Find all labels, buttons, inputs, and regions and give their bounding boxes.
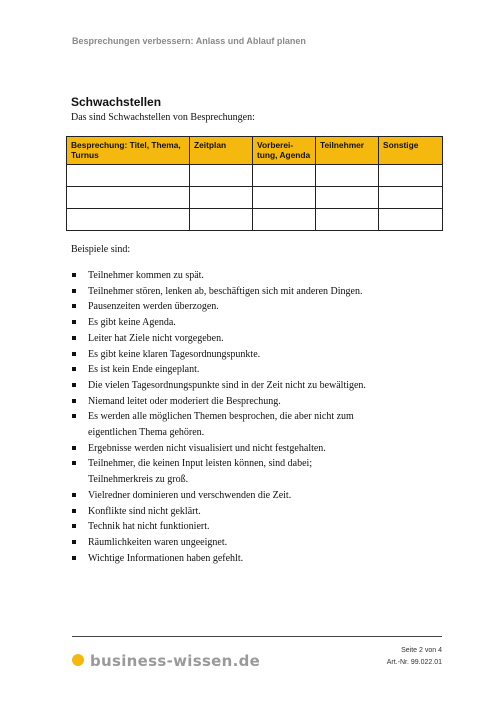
list-item — [71, 456, 401, 487]
square-bullet-icon — [72, 556, 76, 560]
list-item-text: Die vielen Tagesordnungspunkte sind in der Zeit nicht zu bewältigen. — [88, 379, 366, 391]
page-number: Seite 2 von 4 — [401, 647, 442, 654]
list-item — [71, 441, 401, 457]
column-header-line: Besprechung: Titel, Thema, — [71, 140, 181, 150]
table-cell — [379, 187, 443, 209]
column-header-line: Teilnehmer — [320, 140, 365, 150]
list-item-text: Leiter hat Ziele nicht vorgegeben. — [88, 332, 224, 344]
column-header-line: Turnus — [71, 150, 99, 160]
footer-divider — [72, 636, 442, 637]
square-bullet-icon — [72, 524, 76, 528]
list-item-text: Es werden alle möglichen Themen besprochen, die aber nicht zum — [88, 411, 354, 423]
list-item-text: eigentlichen Thema gehören. — [88, 427, 205, 439]
list-item — [71, 331, 401, 347]
running-header: Besprechungen verbessern: Anlass und Ablauf planen — [72, 36, 306, 46]
table-row — [67, 165, 443, 187]
square-bullet-icon — [72, 399, 76, 403]
square-bullet-icon — [72, 383, 76, 387]
square-bullet-icon — [72, 461, 76, 465]
column-header-teilnehmer — [316, 137, 379, 165]
list-item — [71, 409, 401, 440]
list-item — [71, 347, 401, 363]
list-item-text: Räumlichkeiten waren ungeeignet. — [88, 536, 228, 548]
square-bullet-icon — [72, 289, 76, 293]
examples-list — [71, 268, 401, 566]
table-cell — [253, 209, 316, 231]
list-item-text: Teilnehmer stören, lenken ab, beschäftigen sich mit anderen Dingen. — [88, 285, 363, 297]
list-item — [71, 378, 401, 394]
table-cell — [379, 209, 443, 231]
list-item — [71, 519, 401, 535]
examples-intro: Beispiele sind: — [71, 244, 131, 255]
square-bullet-icon — [72, 414, 76, 418]
square-bullet-icon — [72, 304, 76, 308]
square-bullet-icon — [72, 446, 76, 450]
list-item-text: Vielredner dominieren und verschwenden die Zeit. — [88, 489, 292, 501]
column-header-line: tung, Agenda — [257, 150, 311, 160]
square-bullet-icon — [72, 509, 76, 513]
column-header-sonstige — [379, 137, 443, 165]
list-item — [71, 299, 401, 315]
list-item-text: Teilnehmer, die keinen Input leisten können, sind dabei; — [88, 458, 313, 470]
table-cell — [67, 187, 190, 209]
list-item-text: Technik hat nicht funktioniert. — [88, 521, 210, 533]
square-bullet-icon — [72, 320, 76, 324]
list-item-text: Pausenzeiten werden überzogen. — [88, 301, 219, 313]
square-bullet-icon — [72, 336, 76, 340]
table-cell — [316, 187, 379, 209]
list-item-text: Wichtige Informationen haben gefehlt. — [88, 552, 244, 564]
table-cell — [379, 165, 443, 187]
article-number: Art.-Nr. 99.022.01 — [386, 659, 442, 666]
table-header-row — [67, 137, 443, 165]
column-header-zeitplan — [190, 137, 253, 165]
table-cell — [190, 165, 253, 187]
square-bullet-icon — [72, 367, 76, 371]
table-row — [67, 187, 443, 209]
table-cell — [253, 165, 316, 187]
list-item — [71, 488, 401, 504]
column-header-line: Zeitplan — [194, 140, 227, 150]
list-item — [71, 504, 401, 520]
list-item-text: Ergebnisse werden nicht visualisiert und nicht festgehalten. — [88, 442, 326, 454]
table-cell — [190, 187, 253, 209]
table-cell — [67, 209, 190, 231]
list-item-text: Niemand leitet oder moderiert die Besprechung. — [88, 395, 281, 407]
column-header-vorbereitung — [253, 137, 316, 165]
table-row — [67, 209, 443, 231]
table-cell — [67, 165, 190, 187]
list-item — [71, 284, 401, 300]
list-item-text: Konflikte sind nicht geklärt. — [88, 505, 201, 517]
table-cell — [316, 209, 379, 231]
logo-wordmark: business-wissen.de — [90, 652, 261, 670]
table-cell — [253, 187, 316, 209]
square-bullet-icon — [72, 493, 76, 497]
list-item — [71, 535, 401, 551]
list-item-text: Es gibt keine Agenda. — [88, 317, 176, 329]
list-item — [71, 394, 401, 410]
list-item — [71, 551, 401, 567]
list-item-text: Es ist kein Ende eingeplant. — [88, 364, 200, 376]
column-header-besprechung — [67, 137, 190, 165]
column-header-line: Vorberei- — [257, 140, 294, 150]
list-item-text: Es gibt keine klaren Tagesordnungspunkte. — [88, 348, 261, 360]
table-cell — [316, 165, 379, 187]
list-item — [71, 315, 401, 331]
list-item — [71, 268, 401, 284]
weakness-table — [66, 136, 443, 231]
list-item-text: Teilnehmer kommen zu spät. — [88, 270, 204, 281]
section-title: Schwachstellen — [71, 95, 162, 109]
logo-dot-icon — [72, 654, 84, 666]
list-item — [71, 362, 401, 378]
square-bullet-icon — [72, 352, 76, 356]
section-intro: Das sind Schwachstellen von Besprechungen: — [71, 112, 255, 123]
square-bullet-icon — [72, 540, 76, 544]
list-item-text: Teilnehmerkreis zu groß. — [88, 474, 189, 486]
column-header-line: Sonstige — [383, 140, 419, 150]
square-bullet-icon — [72, 273, 76, 277]
table-cell — [190, 209, 253, 231]
